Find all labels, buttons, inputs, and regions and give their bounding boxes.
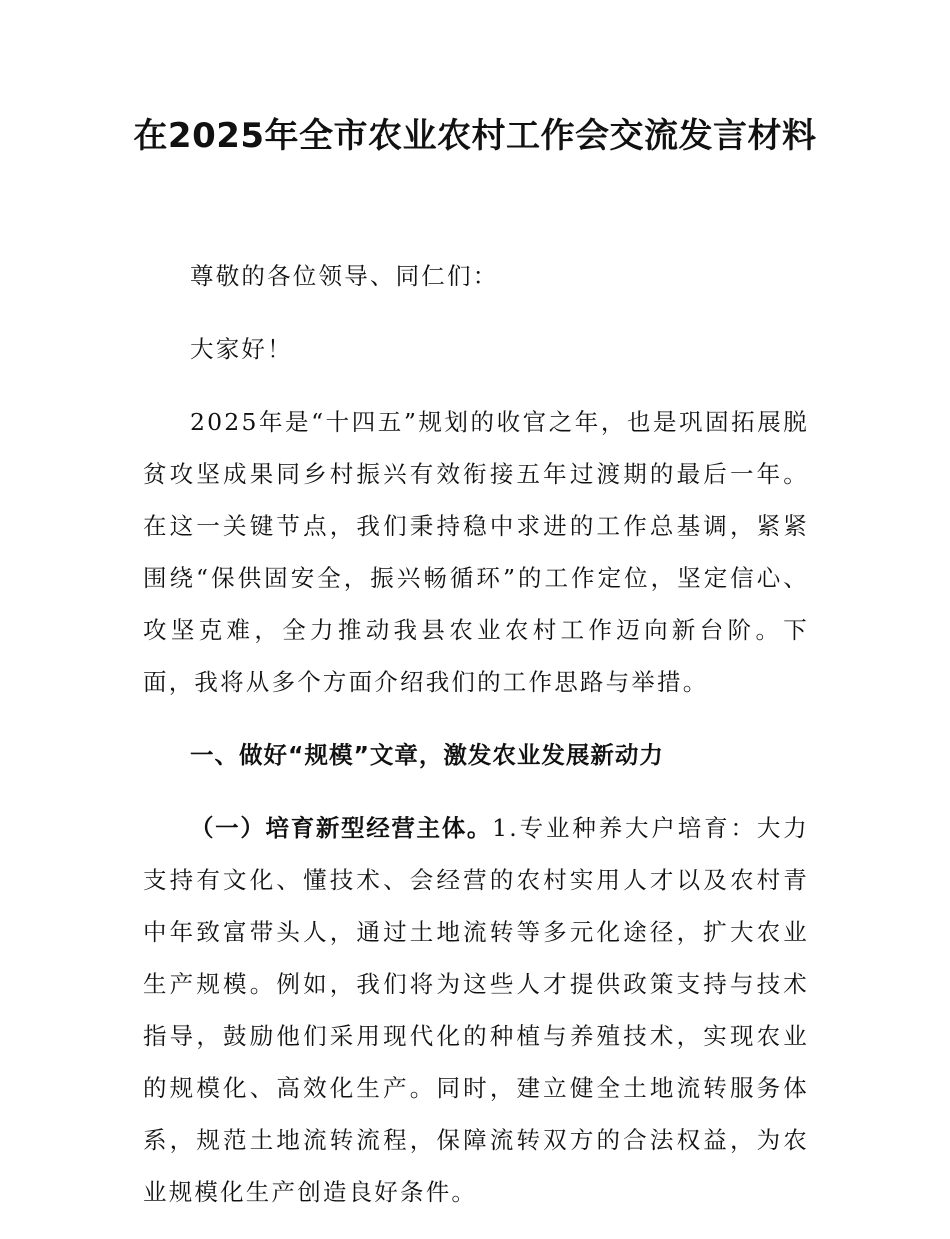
section-heading bbox=[143, 729, 809, 781]
document-title: 在2025年全市农业农村工作会交流发言材料 bbox=[133, 116, 817, 156]
subsection-lead: （一）培育新型经营主体。 bbox=[190, 814, 493, 842]
intro-paragraph: 2025年是“十四五”规划的收官之年，也是巩固拓展脱贫攻坚成果同乡村振兴有效衔接五年过渡期的最后一年。在这一关键节点，我们秉持稳中求进的工作总基调，紧紧围绕“保供固安全，振兴畅循环”的工作定位，坚定信心、攻坚克难，全力推动我县农业农村工作迈向新台阶。下面，我将从多个方面介绍我们的工作思路与举措。 bbox=[143, 408, 809, 696]
section-heading-text: 一、做好“规模”文章，激发农业发展新动力 bbox=[190, 741, 664, 769]
document-body bbox=[143, 250, 809, 1239]
subsection-paragraph bbox=[143, 802, 809, 1218]
salutation: 尊敬的各位领导、同仁们： bbox=[190, 262, 499, 290]
greeting: 大家好！ bbox=[190, 335, 293, 363]
subsection-text: 1.专业种养大户培育：大力支持有文化、懂技术、会经营的农村实用人才以及农村青中年致富带头人，通过土地流转等多元化途径，扩大农业生产规模。例如，我们将为这些人才提供政策支持与技术指导，鼓励他们采用现代化的种植与养殖技术，实现农业的规模化、高效化生产。同时，建立健全土地流转服务体系，规范土地流转流程，保障流转双方的合法权益，为农业规模化生产创造良好条件。 bbox=[143, 814, 809, 1206]
